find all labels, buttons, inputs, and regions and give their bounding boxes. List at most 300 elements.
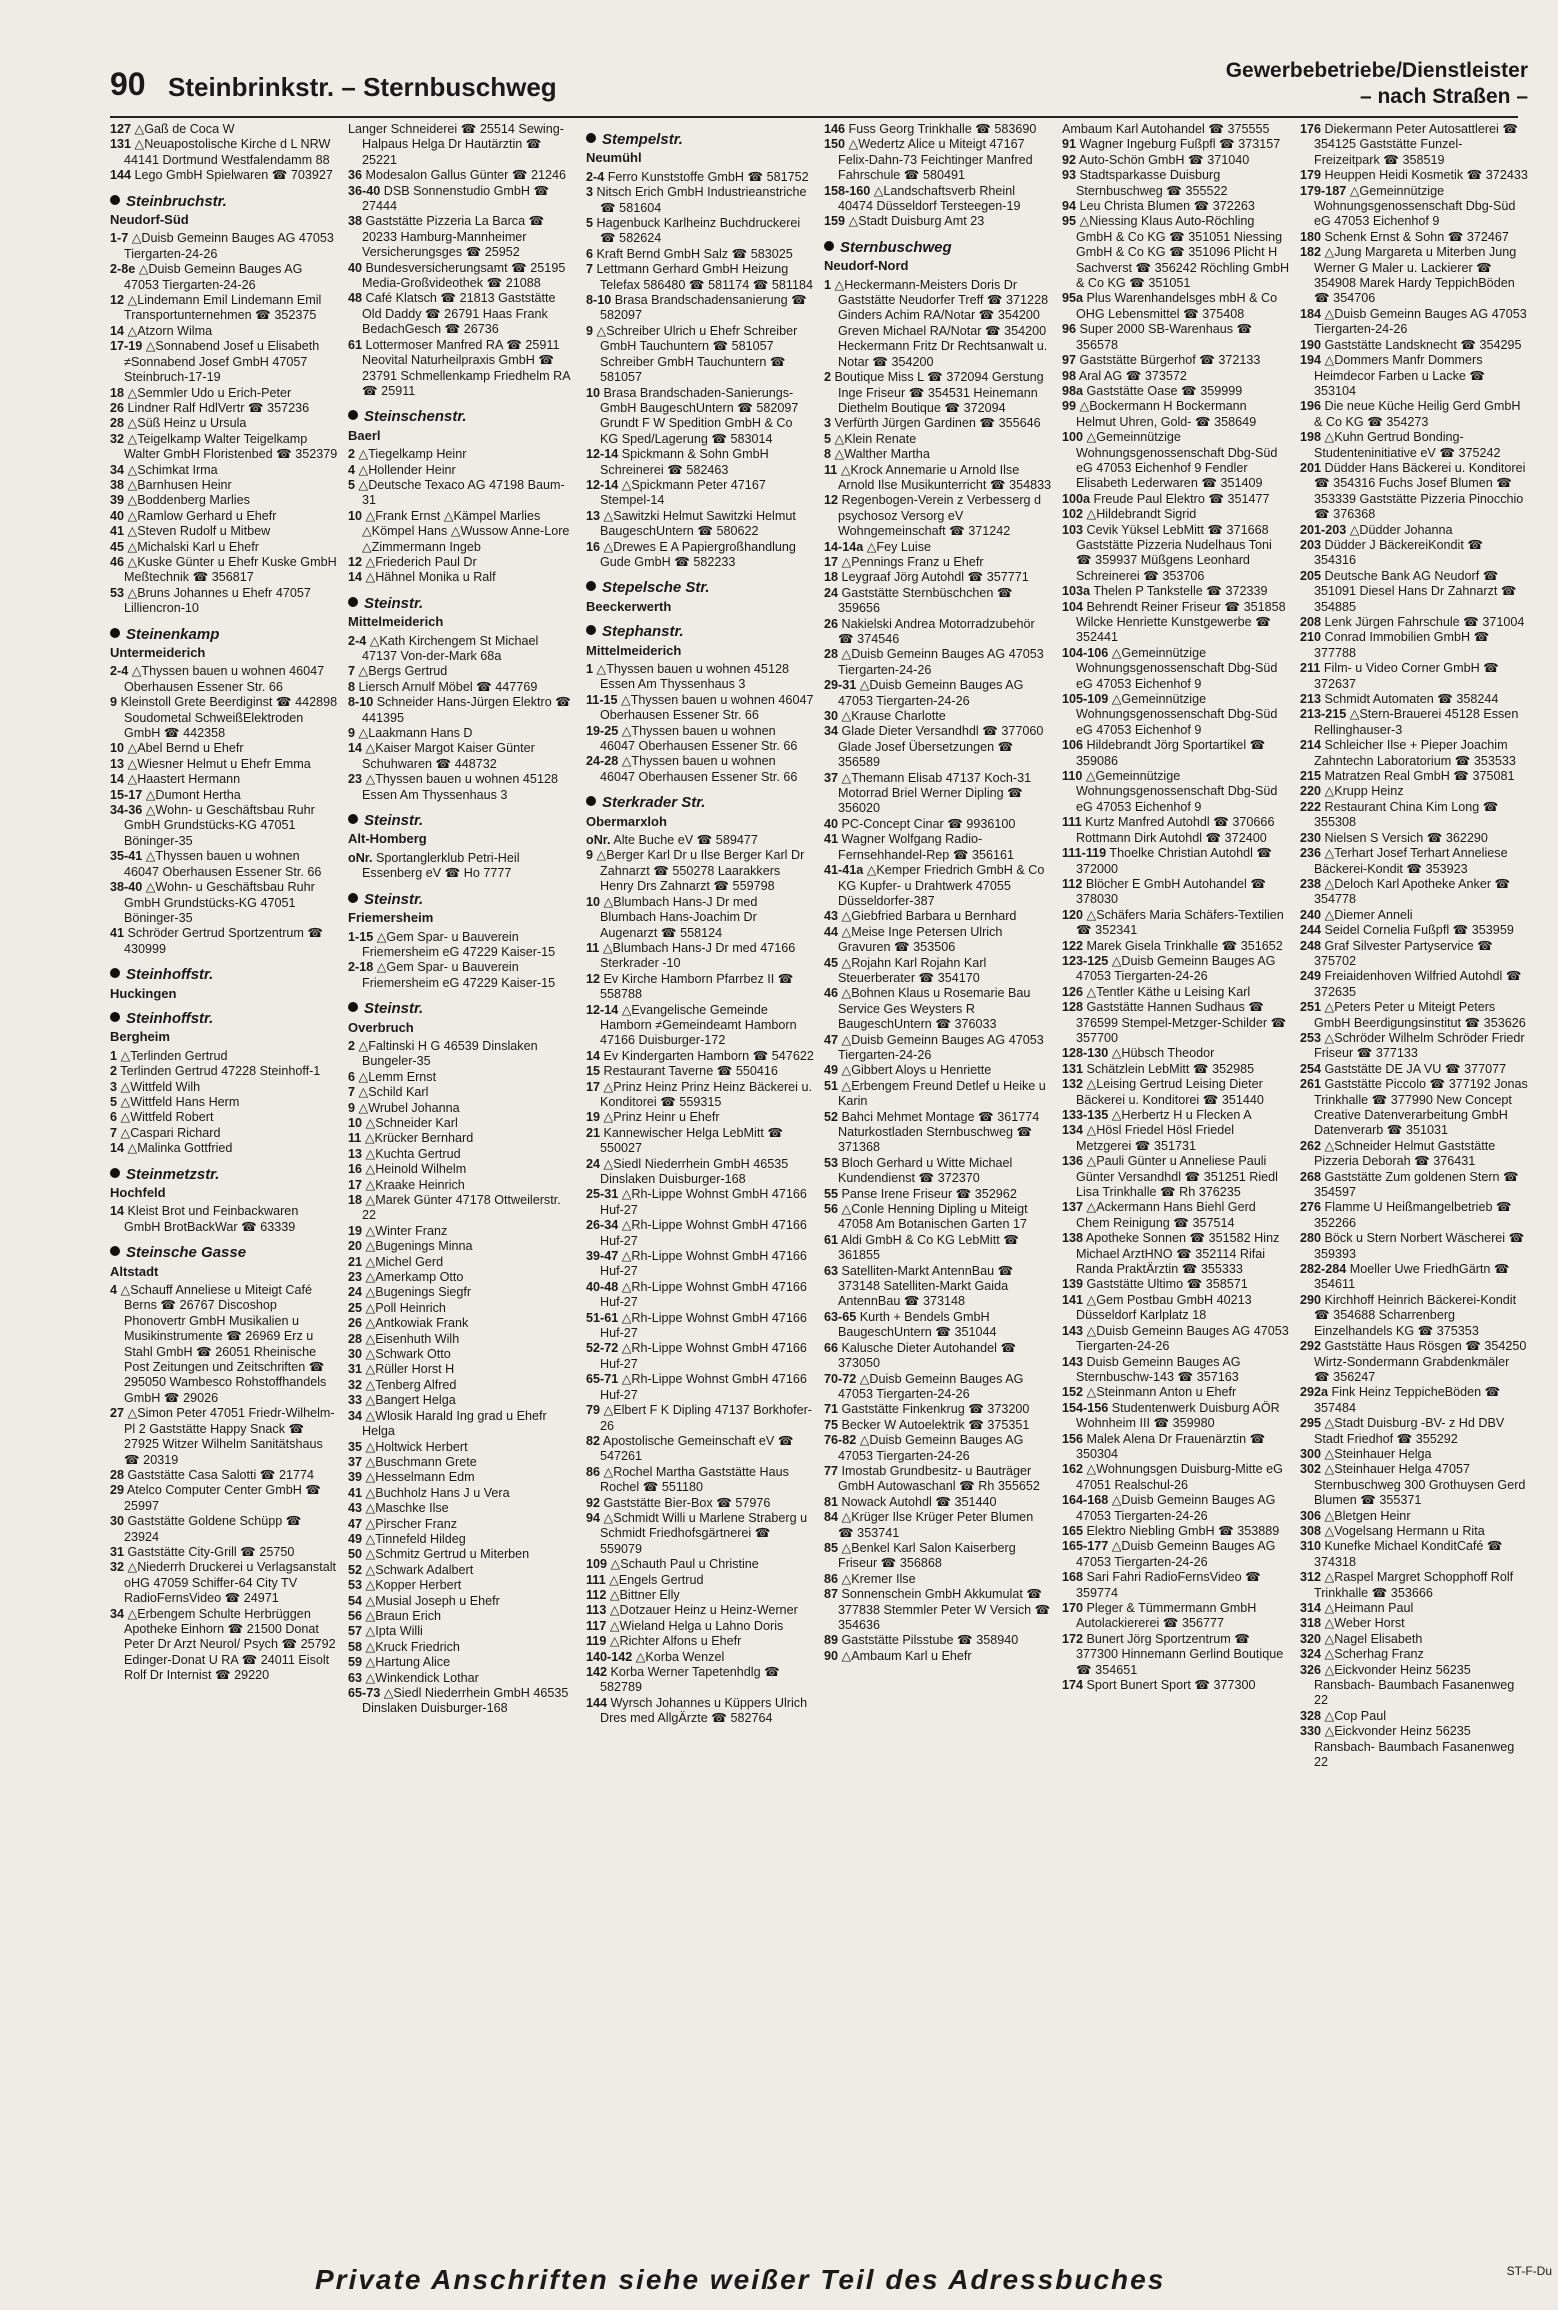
directory-entry — [1300, 800, 1528, 831]
house-number: 94 — [586, 1510, 601, 1525]
entry-text: △Meise Inge Petersen Ulrich Gravuren ☎ 353506 — [838, 924, 1003, 955]
directory-entry — [1062, 769, 1290, 815]
entry-text: △Boddenberg Marlies — [127, 493, 250, 508]
house-number: 104-106 — [1062, 645, 1109, 660]
directory-entry — [1300, 939, 1528, 970]
directory-entry — [1062, 815, 1290, 846]
house-number: 25 — [348, 1300, 363, 1315]
directory-entry — [586, 1434, 814, 1465]
entry-text: △Duisb Gemeinn Bauges AG 47053 Tiergarten-24-26 — [838, 678, 1024, 708]
entry-text: △Nagel Elisabeth — [1324, 1631, 1423, 1646]
entry-text: △Duisb Gemeinn Bauges AG 47053 Tiergarten-24-26 — [124, 231, 334, 261]
house-number: 328 — [1300, 1708, 1322, 1723]
street-heading — [348, 409, 576, 424]
entry-text: Kurth + Bendels GmbH BaugeschUntern ☎ 351044 — [838, 1309, 997, 1340]
entry-text: Korba Werner Tapetenhdlg ☎ 582789 — [600, 1665, 780, 1695]
directory-entry — [1062, 1401, 1290, 1432]
directory-entry — [586, 1634, 814, 1649]
entry-text: Gaststätte Hannen Sudhaus ☎ 376599 Stempel-Metzger-Schilder ☎ 357700 — [1076, 1000, 1287, 1045]
directory-entry — [348, 1655, 576, 1670]
entry-text: △Kuske Günter u Ehefr Kuske GmbH Meßtechnik ☎ 356817 — [124, 554, 337, 585]
house-number: 27 — [110, 1406, 125, 1421]
house-number: 43 — [824, 909, 839, 924]
entry-text: Café Klatsch ☎ 21813 Gaststätte Old Daddy ☎ 26791 Haas Frank BedachGesch ☎ 26736 — [362, 291, 556, 337]
street-name: Stepelsche Str. — [602, 579, 710, 597]
section-title — [1226, 58, 1528, 110]
entry-text: Deutsche Bank AG Neudorf ☎ 351091 Diesel Hans Dr Zahnarzt ☎ 354885 — [1314, 568, 1517, 614]
house-number: 90 — [824, 1648, 839, 1663]
house-number: 128-130 — [1062, 1046, 1109, 1061]
directory-entry — [1300, 1632, 1528, 1647]
directory-entry — [348, 338, 576, 400]
directory-entry — [1062, 492, 1290, 507]
entry-text: △Gemeinnützige Wohnungsgenossenschaft Dbg-Süd eG 47053 Eichenhof 9 — [1076, 645, 1278, 691]
house-number: 112 — [586, 1587, 607, 1602]
entry-text: △Deutsche Texaco AG 47198 Baum-31 — [358, 477, 565, 508]
directory-entry — [586, 1696, 814, 1727]
entry-text: Flamme U Heißmangelbetrieb ☎ 352266 — [1314, 1200, 1512, 1230]
directory-entry — [586, 833, 814, 848]
house-number: 11-15 — [586, 692, 618, 707]
entry-text: △Stern-Brauerei 45128 Essen Rellinghauser-3 — [1314, 707, 1519, 737]
directory-entry — [586, 170, 814, 185]
house-number: 25-31 — [586, 1187, 619, 1202]
house-number: 76-82 — [824, 1433, 857, 1448]
directory-entry — [586, 1496, 814, 1511]
directory-entry — [1062, 214, 1290, 291]
entry-text: △Lemm Ernst — [358, 1069, 437, 1084]
house-number: 9 — [348, 1100, 356, 1115]
entry-text: △Niederrh Druckerei u Verlagsanstalt oHG 47059 Schiffer-64 City TV RadioFernsVideo ☎ 24971 — [124, 1560, 336, 1606]
entry-text: Lindner Ralf HdlVertr ☎ 357236 — [127, 400, 310, 415]
entry-text: Auto-Schön GmbH ☎ 371040 — [1078, 152, 1250, 167]
house-number: 34 — [110, 462, 125, 477]
directory-entry — [824, 1402, 1052, 1417]
house-number: 244 — [1300, 923, 1322, 938]
entry-text: △Bittner Elly — [609, 1587, 680, 1602]
directory-entry — [110, 137, 338, 168]
directory-entry — [1300, 1570, 1528, 1601]
entry-text: Kleinstoll Grete Beerdiginst ☎ 442898 Soudometal SchweißElektroden GmbH ☎ 442358 — [120, 695, 338, 741]
house-number: 81 — [824, 1494, 839, 1509]
directory-entry — [348, 168, 576, 183]
directory-entry — [348, 1039, 576, 1070]
house-number: 17 — [824, 554, 839, 569]
directory-entry — [110, 1064, 338, 1079]
directory-entry — [824, 416, 1052, 431]
directory-entry — [1300, 630, 1528, 661]
house-number: 133-135 — [1062, 1108, 1109, 1122]
entry-text: △Kuchta Gertrud — [365, 1146, 461, 1161]
house-number: 30 — [824, 709, 839, 724]
house-number: 18 — [110, 385, 125, 400]
directory-entry — [1300, 1200, 1528, 1231]
entry-text: △Fey Luise — [866, 539, 932, 554]
entry-text: △Düdder Johanna — [1349, 522, 1453, 537]
directory-entry — [1062, 1570, 1290, 1601]
entry-text: △Hartung Alice — [365, 1655, 451, 1670]
directory-entry — [110, 493, 338, 508]
entry-text: Duisb Gemeinn Bauges AG Sternbuschw-143 ☎ 357163 — [1076, 1354, 1241, 1384]
street-name: Sternbuschweg — [840, 238, 952, 256]
directory-entry — [824, 817, 1052, 832]
district-name: Overbruch — [348, 1019, 414, 1035]
directory-entry — [110, 401, 338, 416]
directory-entry — [1062, 692, 1290, 738]
entry-text: Atelco Computer Center GmbH ☎ 25997 — [124, 1483, 321, 1513]
house-number: 7 — [586, 262, 594, 277]
directory-entry — [110, 540, 338, 555]
directory-entry — [110, 231, 338, 262]
directory-entry — [110, 664, 338, 695]
corner-code: ST-F-Du — [1506, 2264, 1552, 2278]
house-number: 154-156 — [1062, 1400, 1109, 1415]
entry-text: Conrad Immobilien GmbH ☎ 377788 — [1314, 630, 1490, 660]
directory-entry — [1062, 523, 1290, 585]
entry-text: △Braun Erich — [365, 1608, 441, 1623]
entry-text: △Deloch Karl Apotheke Anker ☎ 354778 — [1314, 876, 1511, 907]
directory-entry — [348, 851, 576, 882]
directory-entry — [1062, 1277, 1290, 1292]
house-number: 19-25 — [586, 723, 619, 738]
house-number: 12 — [586, 971, 601, 986]
entry-text: △Schauff Anneliese u Miteigt Café Berns ☎ 26767 Discoshop Phonovertr GmbH Musikalien u Musikinstrumente ☎ 26969 Erz u Stahl GmbH ☎ 26051 Rheinische Post Zeitungen und Zeitschriften ☎ 295050 Wambesco Rohstoffhandels GmbH ☎ 29026 — [120, 1283, 327, 1405]
entry-text: Aral AG ☎ 373572 — [1078, 368, 1187, 383]
house-number: 205 — [1300, 568, 1322, 583]
entry-text: △Schwark Otto — [365, 1347, 451, 1362]
directory-entry — [1300, 168, 1528, 183]
entry-text: △Steinmann Anton u Ehefr — [1086, 1385, 1237, 1400]
entry-text: △Buschmann Grete — [365, 1454, 477, 1469]
directory-entry — [586, 293, 814, 324]
house-number: 24-28 — [586, 754, 619, 769]
directory-entry — [1062, 322, 1290, 353]
house-number: 95a — [1062, 291, 1084, 306]
entry-text: Nitsch Erich GmbH Industrieanstriche ☎ 581604 — [596, 185, 807, 215]
entry-text: △Prinz Heinr u Ehefr — [603, 1110, 720, 1125]
house-number: 37 — [824, 770, 839, 785]
entry-text: △Gemeinnützige Wohnungsgenossenschaft Dbg-Süd eG 47053 Eichenhof 9 — [1314, 183, 1516, 229]
directory-entry — [824, 1418, 1052, 1433]
entry-text: △Schauth Paul u Christine — [610, 1557, 759, 1572]
house-number: 1 — [824, 277, 832, 292]
district-name: Baerl — [348, 427, 381, 443]
directory-entry — [1300, 1031, 1528, 1062]
entry-text: △Bergs Gertrud — [358, 664, 448, 679]
entry-text: Kraft Bernd GmbH Salz ☎ 583025 — [596, 246, 793, 261]
entry-text: △Blumbach Hans-J Dr med Blumbach Hans-Joachim Dr Augenarzt ☎ 558124 — [600, 894, 758, 940]
house-number: 261 — [1300, 1077, 1322, 1092]
house-number: 26 — [824, 616, 839, 631]
house-number: 35-41 — [110, 849, 143, 864]
house-number: 164-168 — [1062, 1493, 1109, 1508]
entry-text: △Krock Annemarie u Arnold Ilse Arnold Ilse Musikunterricht ☎ 354833 — [838, 462, 1052, 492]
house-number: 123-125 — [1062, 953, 1109, 968]
house-number: 140-142 — [586, 1649, 633, 1664]
directory-entry — [824, 122, 1052, 137]
directory-entry — [586, 1665, 814, 1696]
entry-text: △Diemer Anneli — [1324, 907, 1413, 922]
house-number: 33 — [348, 1393, 363, 1408]
house-number: 1-7 — [110, 231, 129, 246]
house-number: 39-47 — [586, 1249, 619, 1264]
house-number: 156 — [1062, 1431, 1084, 1446]
house-number: 95 — [1062, 214, 1077, 229]
directory-entry — [1062, 369, 1290, 384]
entry-text: Heuppen Heidi Kosmetik ☎ 372433 — [1324, 168, 1528, 183]
house-number: 79 — [586, 1403, 601, 1418]
entry-text: △Gem Spar- u Bauverein Friemersheim eG 47229 Kaiser-15 — [362, 929, 556, 959]
entry-text: △Eisenhuth Wilh — [365, 1331, 460, 1346]
entry-text: △Evangelische Gemeinde Hamborn ≠Gemeindeamt Hamborn 47166 Duisburger-172 — [600, 1002, 797, 1048]
entry-text: Pleger & Tümmermann GmbH Autolackiererei ☎ 356777 — [1076, 1601, 1257, 1631]
house-number: 126 — [1062, 984, 1084, 999]
house-number: 2-18 — [348, 960, 374, 975]
street-name: Steinstr. — [364, 812, 424, 830]
bullet-icon — [110, 195, 120, 205]
entry-text: Lettmann Gerhard GmbH Heizung Telefax 586480 ☎ 581174 ☎ 581184 — [596, 262, 813, 292]
directory-entry — [110, 339, 338, 385]
bullet-icon — [586, 625, 596, 635]
entry-text: △Sonnabend Josef u Elisabeth ≠Sonnabend Josef GmbH 47057 Steinbruch-17-19 — [124, 339, 320, 385]
directory-entry — [824, 540, 1052, 555]
entry-text: △Duisb Gemeinn Bauges AG 47053 Tiergarten-24-26 — [1076, 953, 1276, 984]
house-number: 65-71 — [586, 1372, 619, 1387]
entry-text: Marek Gisela Trinkhalle ☎ 351652 — [1086, 938, 1283, 953]
entry-text: △Wiesner Helmut u Ehefr Emma — [127, 756, 311, 771]
entry-text: Schröder Gertrud Sportzentrum ☎ 430999 — [124, 926, 324, 956]
directory-entry — [1062, 1108, 1290, 1123]
bullet-icon — [586, 133, 596, 143]
house-number: 41 — [110, 524, 125, 539]
entry-text: Elektro Niebling GmbH ☎ 353889 — [1086, 1523, 1280, 1538]
directory-entry — [824, 432, 1052, 447]
directory-entry — [348, 726, 576, 741]
directory-entry — [1300, 692, 1528, 707]
house-number: 92 — [1062, 152, 1077, 167]
directory-entry — [1300, 1077, 1528, 1139]
directory-entry — [586, 216, 814, 247]
house-number: 19 — [348, 1223, 363, 1238]
house-number: 11 — [348, 1131, 362, 1146]
directory-entry — [348, 1239, 576, 1254]
directory-entry — [1062, 1355, 1290, 1386]
directory-entry — [824, 1495, 1052, 1510]
directory-entry — [824, 1649, 1052, 1664]
house-number: 9 — [110, 695, 118, 710]
directory-entry — [348, 1285, 576, 1300]
house-number: 12 — [824, 493, 839, 508]
entry-text: Brasa Brandschaden-Sanierungs- GmbH BaugeschUntern ☎ 582097 Grundt F W Spedition GmbH & Co KG Sped/Lagerung ☎ 583014 — [600, 385, 799, 446]
entry-text: △Hesselmann Edm — [365, 1470, 475, 1485]
house-number: 122 — [1062, 938, 1084, 953]
entry-text: Schätzlein LebMitt ☎ 352985 — [1086, 1061, 1255, 1076]
house-number: 8-10 — [348, 695, 374, 710]
directory-entry — [110, 262, 338, 293]
directory-entry — [1062, 1062, 1290, 1077]
entry-text: Kannewischer Helga LebMitt ☎ 550027 — [600, 1125, 784, 1156]
house-number: 194 — [1300, 353, 1322, 368]
directory-entry — [1062, 1200, 1290, 1231]
house-number: 146 — [824, 122, 846, 136]
entry-text: Terlinden Gertrud 47228 Steinhoff-1 — [120, 1064, 321, 1079]
directory-entry — [348, 741, 576, 772]
entry-text: Thelen P Tankstelle ☎ 372339 — [1093, 584, 1268, 599]
directory-entry — [348, 1686, 576, 1717]
entry-text: △Scherhag Franz — [1324, 1647, 1424, 1662]
header-rule — [110, 116, 1518, 118]
entry-text: △Marek Günter 47178 Ottweilerstr. 22 — [362, 1193, 561, 1223]
entry-text: Sonnenschein GmbH Akkumulat ☎ 377838 Stemmler Peter W Versich ☎ 354636 — [838, 1587, 1051, 1632]
directory-entry — [348, 1609, 576, 1624]
house-number: 2-4 — [586, 169, 605, 184]
house-number: 65-73 — [348, 1686, 381, 1700]
house-number: 208 — [1300, 615, 1322, 629]
house-number: 37 — [348, 1454, 363, 1469]
directory-entry — [1062, 1524, 1290, 1539]
entry-text: △Peters Peter u Miteigt Peters GmbH Beerdigungsinstitut ☎ 353626 — [1314, 1000, 1526, 1030]
entry-text: Studentenwerk Duisburg AÖR Wohnheim III ☎ 359980 — [1076, 1400, 1280, 1431]
entry-text: Nielsen S Versich ☎ 362290 — [1324, 830, 1488, 845]
directory-entry — [348, 634, 576, 665]
house-number: 253 — [1300, 1030, 1322, 1045]
house-number: 47 — [824, 1032, 839, 1047]
house-number: 159 — [824, 214, 846, 229]
house-number: 215 — [1300, 769, 1322, 784]
directory-entry — [1062, 584, 1290, 599]
entry-text: △Tentler Käthe u Leising Karl — [1086, 984, 1251, 999]
entry-text: △Gemeinnützige Wohnungsgenossenschaft Dbg-Süd eG 47053 Eichenhof 9 — [1076, 692, 1278, 737]
directory-entry — [348, 930, 576, 961]
entry-text: Matratzen Real GmbH ☎ 375081 — [1324, 769, 1515, 784]
house-number: 38 — [348, 214, 363, 229]
directory-entry — [1062, 384, 1290, 399]
entry-text: △Rh-Lippe Wohnst GmbH 47166 Huf-27 — [600, 1218, 807, 1248]
directory-entry — [1300, 1170, 1528, 1201]
entry-text: Schleicher Ilse + Pieper Joachim Zahntechn Laboratorium ☎ 353533 — [1314, 738, 1516, 768]
house-number: 53 — [824, 1155, 839, 1170]
house-number: 63 — [348, 1670, 363, 1685]
entry-text: Glade Dieter Versandhdl ☎ 377060 Glade Josef Übersetzungen ☎ 356589 — [838, 724, 1044, 770]
directory-entry — [586, 1603, 814, 1618]
bullet-icon — [824, 241, 834, 251]
directory-entry — [824, 724, 1052, 770]
house-number: 180 — [1300, 229, 1322, 244]
entry-text: Schenk Ernst & Sohn ☎ 372467 — [1324, 229, 1509, 244]
directory-entry — [1300, 353, 1528, 399]
directory-entry — [586, 1511, 814, 1557]
entry-text: Kleist Brot und Feinbackwaren GmbH BrotBackWar ☎ 63339 — [124, 1204, 299, 1234]
house-number: 17-19 — [110, 339, 143, 354]
house-number: oNr. — [348, 850, 373, 865]
entry-text: Thoelke Christian Autohdl ☎ 372000 — [1076, 846, 1273, 876]
house-number: 3 — [586, 185, 594, 200]
entry-text: △Bugenings Minna — [365, 1239, 473, 1254]
directory-entry — [1062, 954, 1290, 985]
entry-text: △Friederich Paul Dr — [365, 554, 477, 569]
house-number: 34 — [110, 1606, 125, 1621]
directory-entry — [1300, 661, 1528, 692]
house-number: 40 — [348, 260, 363, 275]
entry-text: Kunefke Michael KonditCafé ☎ 374318 — [1314, 1539, 1503, 1569]
house-number: 172 — [1062, 1631, 1084, 1646]
house-number: 19 — [586, 1110, 601, 1125]
bullet-icon — [110, 628, 120, 638]
house-number: 184 — [1300, 306, 1322, 321]
directory-entry — [1300, 784, 1528, 799]
house-number: 5 — [586, 216, 594, 231]
directory-entry — [110, 416, 338, 431]
house-number: 28 — [348, 1331, 363, 1346]
house-number: 103 — [1062, 522, 1084, 537]
house-number: 213 — [1300, 692, 1322, 707]
entry-text: △Bockermann H Bockermann Helmut Uhren, Gold- ☎ 358649 — [1076, 399, 1257, 429]
entry-text: Boutique Miss L ☎ 372094 Gerstung Inge Friseur ☎ 354531 Heinemann Diethelm Boutique ☎ 372094 — [834, 370, 1044, 415]
house-number: 110 — [1062, 769, 1083, 784]
directory-entry — [824, 1341, 1052, 1372]
directory-entry — [1300, 1663, 1528, 1709]
entry-text: △Schimkat Irma — [127, 462, 218, 477]
directory-entry — [348, 1671, 576, 1686]
house-number: 85 — [824, 1540, 839, 1555]
entry-text: △Gaß de Coca W — [134, 122, 235, 136]
directory-entry — [1300, 738, 1528, 769]
directory-entry — [110, 1204, 338, 1235]
bullet-icon — [348, 893, 358, 903]
entry-text: Ev Kirche Hamborn Pfarrbez II ☎ 558788 — [600, 971, 794, 1002]
entry-text: △Drewes E A Papiergroßhandlung Gude GmbH ☎ 582233 — [600, 539, 796, 569]
district-name: Untermeiderich — [110, 645, 206, 660]
entry-text: Wagner Wolfgang Radio-Fernsehhandel-Rep ☎ 356161 — [838, 832, 1015, 862]
house-number: 75 — [824, 1417, 839, 1432]
house-number: 213-215 — [1300, 707, 1347, 722]
directory-entry — [1300, 230, 1528, 245]
bullet-icon — [348, 814, 358, 824]
entry-text: Gaststätte Landsknecht ☎ 354295 — [1324, 337, 1522, 352]
entry-text: △Hollender Heinr — [358, 462, 456, 477]
entry-text: △Steinhauer Helga — [1324, 1446, 1432, 1461]
house-number: 105-109 — [1062, 692, 1109, 707]
directory-entry — [586, 386, 814, 448]
street-name: Steinenkamp — [126, 625, 220, 643]
house-number: 4 — [110, 1283, 118, 1298]
directory-entry — [1062, 646, 1290, 692]
directory-entry — [110, 509, 338, 524]
directory-entry — [1062, 168, 1290, 199]
directory-entry — [586, 1557, 814, 1572]
house-number: 300 — [1300, 1446, 1322, 1461]
house-number: 99 — [1062, 399, 1077, 414]
house-number: 211 — [1300, 661, 1321, 676]
entry-text: △Kemper Friedrich GmbH & Co KG Kupfer- u Drahtwerk 47055 Düsseldorfer-387 — [838, 863, 1045, 908]
house-number: 12-14 — [586, 1002, 619, 1017]
entry-text: △Duisb Gemeinn Bauges AG 47053 Tiergarten-24-26 — [124, 262, 303, 292]
page-number: 90 — [110, 66, 146, 102]
entry-text: △Buchholz Hans J u Vera — [365, 1485, 510, 1500]
street-heading — [110, 194, 338, 209]
entry-text: Gaststätte Bier-Box ☎ 57976 — [603, 1495, 771, 1510]
house-number: 142 — [586, 1665, 608, 1679]
directory-entry — [1062, 291, 1290, 322]
entry-text: △Amerkamp Otto — [365, 1270, 464, 1285]
house-number: 28 — [824, 647, 839, 662]
entry-text: Spickmann & Sohn GmbH Schreinerei ☎ 582463 — [600, 447, 769, 477]
entry-text: △Heinold Wilhelm — [365, 1162, 467, 1177]
directory-entry — [348, 291, 576, 337]
directory-entry — [1300, 307, 1528, 338]
directory-entry — [348, 1162, 576, 1177]
directory-entry — [824, 137, 1052, 183]
